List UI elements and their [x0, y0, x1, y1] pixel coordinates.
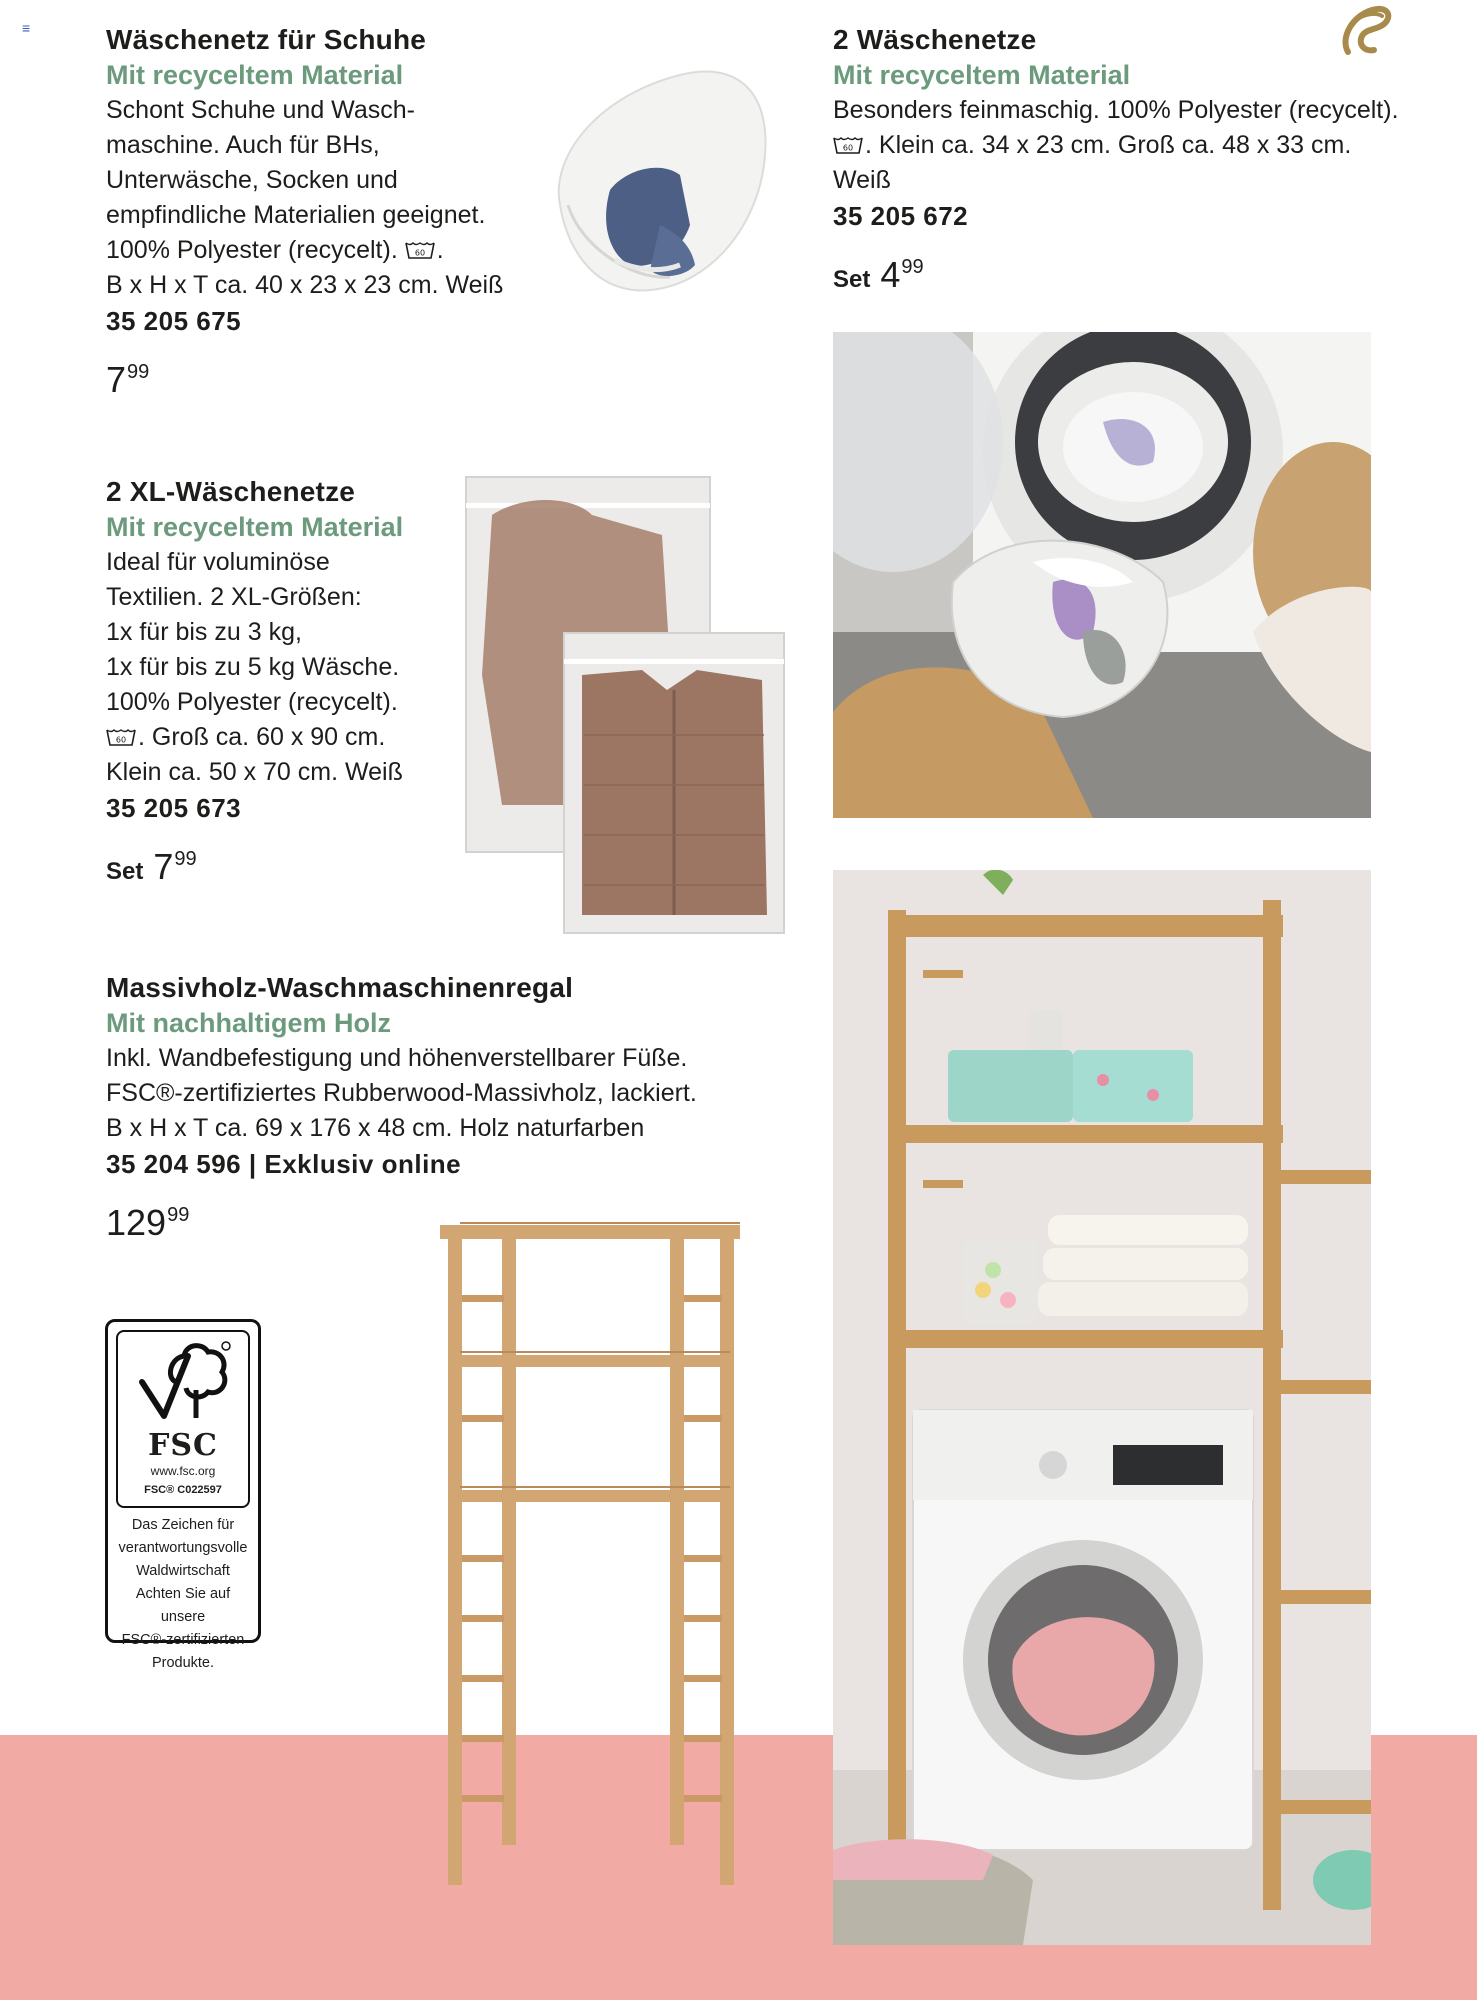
svg-text:60: 60 [842, 143, 854, 153]
product-description-line: 1x für bis zu 5 kg Wäsche. [106, 653, 400, 681]
price-decimal: 99 [167, 1204, 190, 1226]
fsc-badge [105, 1319, 261, 1671]
fsc-text-line: FSC®-zertifizierten [121, 1632, 245, 1648]
fsc-code: FSC® C022597 [144, 1484, 222, 1496]
price-integer: 129 [106, 1202, 167, 1243]
fsc-text-line: verantwortungsvolle [118, 1540, 248, 1556]
fsc-name: FSC [148, 1428, 218, 1463]
price [106, 347, 546, 413]
product-shoe-net [106, 22, 546, 413]
price-integer: 7 [153, 846, 174, 887]
product-sku: 35 205 673 [106, 793, 242, 823]
product-description-line: B x H x T ca. 40 x 23 x 23 cm. Weiß [106, 271, 504, 299]
wood-shelf-image [440, 1215, 755, 1895]
product-description-line: Inkl. Wandbefestigung und höhenverstellbarer Füße. [106, 1044, 688, 1072]
xl-nets-image [462, 475, 787, 935]
product-title: 2 Wäschenetze [833, 24, 1037, 55]
product-subtitle: Mit recyceltem Material [833, 60, 1131, 90]
product-description-line: Besonders feinmaschig. 100% Polyester (recycelt). [833, 96, 1399, 124]
product-description-line: Unterwäsche, Socken und [106, 166, 398, 194]
product-description-line: FSC®-zertifiziertes Rubberwood-Massivholz, lackiert. [106, 1079, 697, 1107]
product-description-text: 100% Polyester (recycelt). [106, 236, 405, 264]
product-description-line-with-wash: 100% Polyester (recycelt). 60 . [106, 236, 444, 264]
product-description-line: Schont Schuhe und Wasch- [106, 96, 415, 124]
product-sku: 35 204 596 | Exklusiv online [106, 1149, 462, 1179]
fsc-description [112, 1514, 254, 1675]
shoe-net-image [540, 55, 780, 295]
fsc-text-line: Waldwirtschaft [136, 1563, 230, 1579]
product-description-text: . Groß ca. 60 x 90 cm. [138, 723, 386, 751]
product-description-line: 1x für bis zu 3 kg, [106, 618, 302, 646]
price-integer: 7 [106, 359, 127, 400]
product-sku: 35 205 675 [106, 306, 242, 336]
price-set-prefix: Set [106, 858, 144, 885]
wash-nets-photo [833, 332, 1371, 818]
price [833, 242, 1433, 308]
fsc-logo-box [116, 1330, 250, 1508]
product-title: Massivholz-Waschmaschinenregal [106, 972, 574, 1003]
fsc-url: www.fsc.org [150, 1464, 216, 1478]
product-title: 2 XL-Wäschenetze [106, 476, 356, 507]
product-subtitle: Mit recyceltem Material [106, 512, 404, 542]
price-decimal: 99 [901, 256, 924, 278]
product-description-line: Ideal für voluminöse [106, 548, 330, 576]
product-description-line: Textilien. 2 XL-Größen: [106, 583, 362, 611]
product-description-line: B x H x T ca. 69 x 176 x 48 cm. Holz naturfarben [106, 1114, 645, 1142]
page-marker-icon: ≡ [22, 20, 31, 36]
fsc-tree-checkmark-icon [136, 1338, 232, 1424]
product-description-text: . Klein ca. 34 x 23 cm. Groß ca. 48 x 33 cm. [865, 131, 1352, 159]
wash-60-icon [833, 135, 863, 155]
product-description-line: Weiß [833, 166, 891, 194]
price-decimal: 99 [174, 848, 197, 870]
product-subtitle: Mit recyceltem Material [106, 60, 404, 90]
price-decimal: 99 [127, 361, 150, 383]
product-two-nets [833, 22, 1433, 308]
product-description-line: 100% Polyester (recycelt). [106, 688, 398, 716]
product-subtitle: Mit nachhaltigem Holz [106, 1008, 392, 1038]
product-wood-shelf [106, 970, 726, 1256]
price-integer: 4 [880, 254, 901, 295]
price-set-prefix: Set [833, 266, 871, 293]
product-sku: 35 205 672 [833, 201, 969, 231]
svg-text:60: 60 [115, 735, 127, 745]
product-description-line: maschine. Auch für BHs, [106, 131, 380, 159]
shelf-room-photo [833, 870, 1371, 1945]
wash-60-icon [405, 240, 435, 260]
product-description-line: Klein ca. 50 x 70 cm. Weiß [106, 758, 403, 786]
fsc-text-line: Das Zeichen für [131, 1517, 235, 1533]
product-description-line-with-wash [833, 128, 1433, 163]
product-description-line: empfindliche Materialien geeignet. [106, 201, 486, 229]
product-title: Wäschenetz für Schuhe [106, 24, 427, 55]
wash-60-icon [106, 727, 136, 747]
fsc-text-line: Produkte. [151, 1655, 215, 1671]
svg-text:60: 60 [414, 248, 425, 258]
fsc-text-line: Achten Sie auf unsere [135, 1586, 231, 1625]
